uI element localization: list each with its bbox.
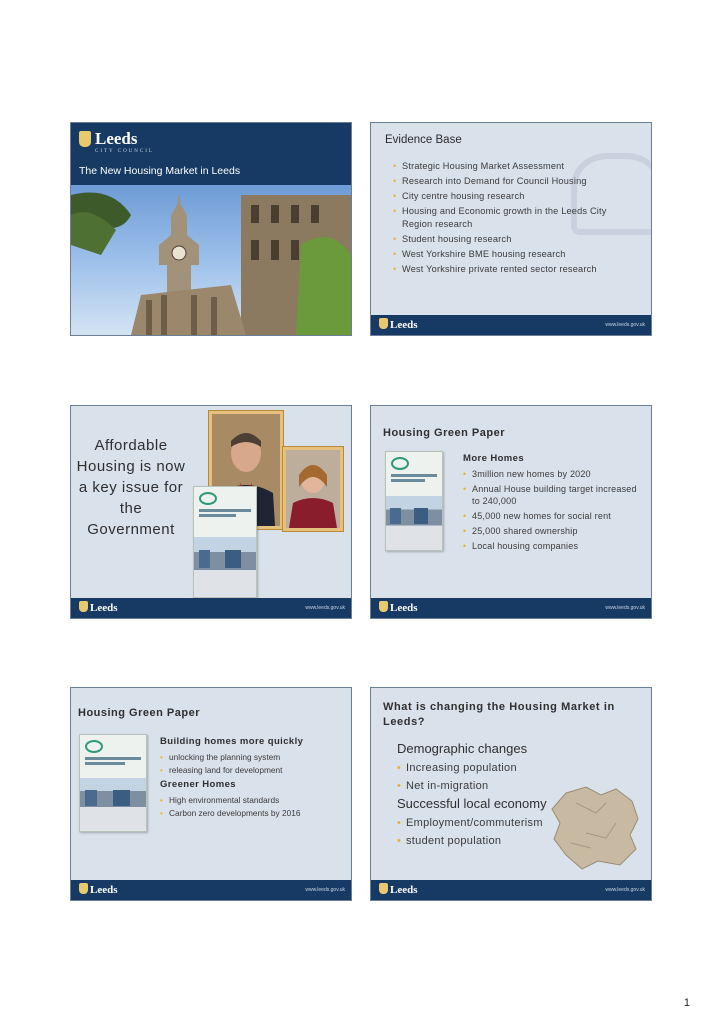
list-item: • Annual House building target increased to 240,000 bbox=[463, 483, 645, 507]
list-item: • releasing land for development bbox=[160, 764, 345, 776]
economy-list bbox=[397, 814, 637, 850]
footer-url: www.leeds.gov.uk bbox=[605, 605, 645, 611]
crest-icon bbox=[379, 601, 388, 612]
footer-logo bbox=[379, 318, 418, 331]
houses-photo bbox=[80, 778, 146, 831]
crest-icon bbox=[379, 883, 388, 894]
logo-text: Leeds bbox=[95, 129, 138, 148]
list-item: • Research into Demand for Council Housing bbox=[393, 175, 633, 188]
slide-footer bbox=[371, 880, 651, 900]
list-item: • student population bbox=[397, 832, 637, 850]
list-item: • 25,000 shared ownership bbox=[463, 525, 645, 537]
houses-photo bbox=[386, 496, 442, 550]
cover-title-line bbox=[199, 514, 236, 517]
crest-icon bbox=[379, 318, 388, 329]
cover-title-line bbox=[199, 509, 251, 512]
list-item: • West Yorkshire private rented sector research bbox=[393, 263, 633, 276]
green-paper-logo-icon bbox=[199, 492, 217, 505]
list-item: • High environmental standards bbox=[160, 794, 345, 806]
slide-green-paper-more-homes bbox=[370, 405, 652, 619]
footer-url: www.leeds.gov.uk bbox=[605, 322, 645, 328]
houses-photo bbox=[194, 537, 256, 598]
list-item: • Carbon zero developments by 2016 bbox=[160, 807, 345, 819]
green-paper-logo-icon bbox=[85, 740, 103, 753]
list-item: • unlocking the planning system bbox=[160, 751, 345, 763]
crest-icon bbox=[79, 883, 88, 894]
footer-logo-text: Leeds bbox=[90, 884, 118, 896]
slide-title-text: The New Housing Market in Leeds bbox=[79, 165, 241, 177]
slide-footer bbox=[71, 880, 351, 900]
footer-logo bbox=[79, 883, 118, 896]
list-item: • Student housing research bbox=[393, 233, 633, 246]
leeds-logo bbox=[79, 129, 154, 154]
slide-title bbox=[70, 122, 352, 336]
subheading: Greener Homes bbox=[160, 779, 236, 790]
slide-changing-market bbox=[370, 687, 652, 901]
more-homes-list bbox=[463, 468, 645, 552]
slide-heading: What is changing the Housing Market in Leeds? bbox=[383, 701, 615, 728]
footer-logo-text: Leeds bbox=[90, 602, 118, 614]
slide-heading: Housing Green Paper bbox=[78, 707, 200, 719]
building-list bbox=[160, 751, 345, 776]
town-hall-photo bbox=[71, 185, 351, 335]
list-item: • City centre housing research bbox=[393, 190, 633, 203]
footer-logo bbox=[379, 883, 418, 896]
green-paper-cover bbox=[79, 734, 147, 832]
logo-subtext: CITY COUNCIL bbox=[95, 149, 154, 154]
list-item: • West Yorkshire BME housing research bbox=[393, 248, 633, 261]
slide-footer bbox=[371, 315, 651, 335]
subheading: Building homes more quickly bbox=[160, 736, 304, 747]
list-item: • Housing and Economic growth in the Leeds City Region research bbox=[393, 205, 633, 231]
footer-logo bbox=[79, 601, 118, 614]
list-item: • Net in-migration bbox=[397, 777, 637, 795]
cover-title-line bbox=[391, 474, 437, 477]
list-item: • 3million new homes by 2020 bbox=[463, 468, 645, 480]
footer-url: www.leeds.gov.uk bbox=[305, 605, 345, 611]
cover-title-line bbox=[391, 479, 425, 482]
footer-logo-text: Leeds bbox=[390, 319, 418, 331]
slide-footer bbox=[371, 598, 651, 618]
green-paper-cover bbox=[385, 451, 443, 551]
subheading: More Homes bbox=[463, 453, 525, 464]
list-item: • Local housing companies bbox=[463, 540, 645, 552]
evidence-list bbox=[393, 160, 633, 276]
list-item: • Increasing population bbox=[397, 759, 637, 777]
list-item: • Strategic Housing Market Assessment bbox=[393, 160, 633, 173]
page-number: 1 bbox=[683, 997, 690, 1009]
footer-logo-text: Leeds bbox=[390, 602, 418, 614]
slide-heading: Housing Green Paper bbox=[383, 427, 505, 439]
slide-affordable-housing bbox=[70, 405, 352, 619]
green-paper-cover bbox=[193, 486, 257, 598]
greener-list bbox=[160, 794, 345, 819]
slide-footer bbox=[71, 598, 351, 618]
slide-heading: Affordable Housing is now a key issue for the Government bbox=[76, 437, 186, 538]
cover-title-line bbox=[85, 757, 141, 760]
crest-icon bbox=[79, 131, 91, 147]
slide-evidence-base bbox=[370, 122, 652, 336]
slide-heading: Evidence Base bbox=[385, 134, 462, 146]
footer-logo-text: Leeds bbox=[390, 884, 418, 896]
green-paper-logo-icon bbox=[391, 457, 409, 470]
list-item: • Employment/commuterism bbox=[397, 814, 637, 832]
portrait-photo-2 bbox=[282, 446, 344, 532]
slide-green-paper-building bbox=[70, 687, 352, 901]
footer-logo bbox=[379, 601, 418, 614]
crest-icon bbox=[79, 601, 88, 612]
footer-url: www.leeds.gov.uk bbox=[305, 887, 345, 893]
demographic-list bbox=[397, 759, 637, 795]
footer-url: www.leeds.gov.uk bbox=[605, 887, 645, 893]
cover-title-line bbox=[85, 762, 125, 765]
subheading: Successful local economy bbox=[397, 796, 547, 811]
subheading: Demographic changes bbox=[397, 741, 528, 756]
list-item: • 45,000 new homes for social rent bbox=[463, 510, 645, 522]
